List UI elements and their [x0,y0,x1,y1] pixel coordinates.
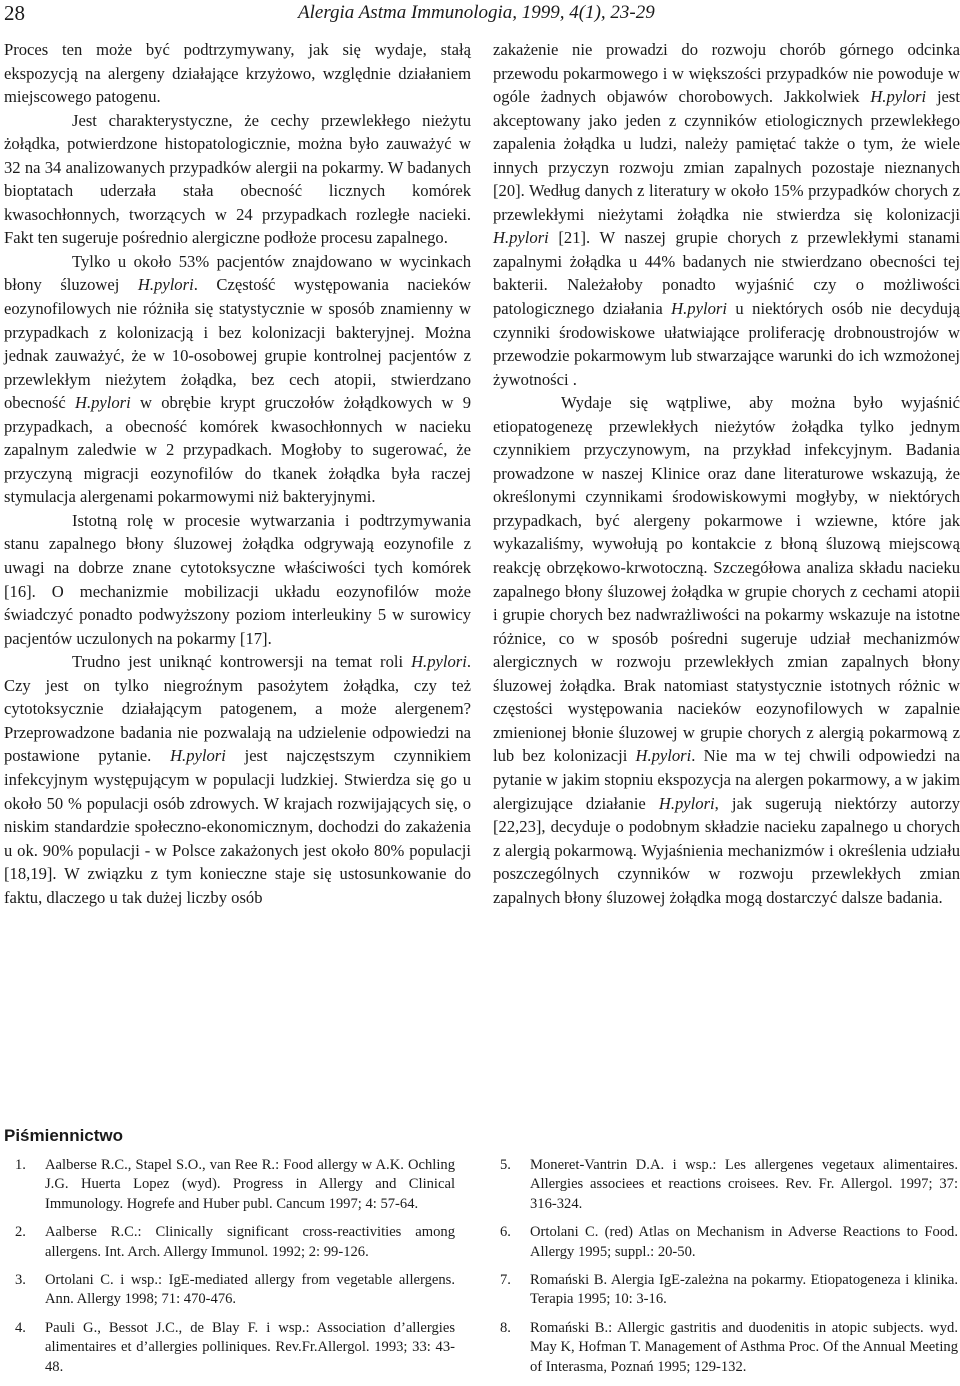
reference-item [15,1223,455,1262]
page-number: 28 [4,1,25,25]
paragraph: Trudno jest uniknąć kontrowersji na temat roli H.pylori. Czy jest on tylko niegroźnym pasożytem żołądka, czy też cytotoksycznie działającym patogenem, a może alergenem? Przeprowadzone badania nie pozwalają na udzielenie odpowiedzi na postawione pytanie. H.pylori jest najczęstszym czynnikiem infekcyjnym występującym w populacji ludzkiej. Stwierdza się go u około 50 % populacji osób zdrowych. W krajach rozwijających się, o niskim standardzie społeczno-ekonomicznym, dochodzi do zakażenia u ok. 90% populacji - w Polsce zakażonych jest około 80% populacji [18,19]. W związku z tym konieczne staje się ustosunkowanie do faktu, dlaczego u tak dużej liczby osób [4,652,471,907]
reference-number: 8. [500,1319,511,1336]
references-right [500,1156,958,1386]
reference-item [15,1319,455,1377]
paragraph: Istotną rolę w procesie wytwarzania i podtrzymywania stanu zapalnego błony śluzowej żołądka odgrywają eozynofile z uwagi na dobrze znane cytotoksyczne właściwości tych komórek [16]. O mechanizmie mobilizacji układu eozynofilów może świadczyć ponadto podwyższony poziom interleukiny 5 w surowicy pacjentów uczulonych na pokarmy [17]. [4,510,471,648]
reference-item [500,1271,958,1310]
reference-number: 4. [15,1319,26,1336]
reference-text: Aalberse R.C.: Clinically significant cross-reactivities among allergens. Int. Arch. Allergy Immunol. 1992; 2: 99-126. [45,1224,455,1260]
paragraph: Jest charakterystyczne, że cechy przewlekłego nieżytu żołądka, potwierdzone histopatologicznie, można było zauważyć w 32 na 34 analizowanych przypadków alergii na pokarmy. W badanych bioptatach uderzała stała obecność licznych komórek kwasochłonnych, tworzących w 24 przypadkach rozległe nacieki. Fakt ten sugeruje pośrednio alergiczne podłoże procesu zapalnego. [4,110,471,248]
paragraph: zakażenie nie prowadzi do rozwoju chorób górnego odcinka przewodu pokarmowego i w większości przypadków nie powoduje w ogóle żadnych objawów chorobowych. Jakkolwiek H.pylori jest akceptowany jako jeden z czynników etiologicznych przewlekłego zapalenia żołądka u ludzi, należy pamiętać także o tym, że wiele innych przyczyn rozwoju zmian zapalnych pozostaje nieznanych [20]. Według danych z literatury w około 15% przypadków chorych z przewlekłymi nieżytami żołądka nie stwierdza się kolonizacji H.pylori [21]. W naszej grupie chorych z przewlekłymi stanami zapalnymi żołądka u 44% badanych nie stwierdzano obecności tej bakterii. Należałoby ponadto wyjaśnić czy o możliwości patologicznego działania H.pylori u niektórych osób nie decydują czynniki środowiskowe ułatwiające proliferację drobnoustrojów w przewodzie pokarmowym lub stwarzające warunki do ich wzmożonej żywotności . [493,40,960,389]
running-head: Alergia Astma Immunologia, 1999, 4(1), 23-29 [298,2,655,23]
reference-text: Aalberse R.C., Stapel S.O., van Ree R.: Food allergy w A.K. Ochling J.G. Huerta Lopez (wyd). Progress in Allergy and Clinical Immunology. Hogrefe and Huber publ. Cancum 1997; 4: 57-64. [45,1157,455,1212]
reference-number: 5. [500,1157,511,1173]
reference-text: Ortolani C. (red) Atlas on Mechanism in Adverse Reactions to Food. Allergy 1995; suppl.: 20-50. [530,1224,958,1260]
reference-number: 2. [15,1224,26,1241]
reference-item [15,1271,455,1310]
reference-item [500,1156,958,1214]
reference-number: 1. [15,1157,26,1173]
page-header [0,0,960,34]
references-title: Piśmiennictwo [4,1126,124,1145]
reference-number: 6. [500,1224,511,1241]
paragraph: Tylko u około 53% pacjentów znajdowano w wycinkach błony śluzowej H.pylori. Częstość występowania nacieków eozynofilowych nie różniła się statystycznie w sposób znamienny w przypadkach z kolonizacją i bez kolonizacji bakteryjnej. Można jednak zauważyć, że w 10-osobowej grupie kontrolnej pacjentów z przewlekłym nieżytem żołądka, bez cech atopii, stwierdzano obecność H.pylori w obrębie krypt gruczołów żołądkowych w 9 przypadkach, a obecność komórek kwasochłonnych w nacieku zapalnym zaledwie w 2 przypadkach. Mogłoby to sugerować, że przyczyną migracji eozynofilów do tkanek żołądka była raczej stymulacja alergenami pokarmowymi niż bakteryjnymi. [4,251,471,507]
reference-text: Pauli G., Bessot J.C., de Blay F. i wsp.: Association d’allergies alimentaires et d’allergies polliniques. Rev.Fr.Allergol. 1993; 33: 43-48. [45,1319,455,1375]
left-column [4,38,471,909]
reference-text: Romański B.: Allergic gastritis and duodenitis in atopic subjects. wyd. May K, Hofman T. Management of Asthma Proc. Of the Annual Meeting of Interasma, Poznań 1995; 129-132. [530,1319,958,1375]
reference-item [500,1319,958,1377]
reference-text: Moneret-Vantrin D.A. i wsp.: Les allergenes vegetaux alimentaires. Allergies associees et reactions croisees. Rev. Fr. Allergol. 1997; 37: 316-324. [530,1157,958,1212]
reference-item [15,1156,455,1214]
paragraph: Proces ten może być podtrzymywany, jak się wydaje, stałą ekspozycją na alergeny działające krzyżowo, względnie działaniem miejscowego patogenu. [4,40,471,107]
reference-item [500,1223,958,1262]
reference-text: Ortolani C. i wsp.: IgE-mediated allergy from vegetable allergens. Ann. Allergy 1998; 71: 470-476. [45,1272,455,1308]
reference-number: 7. [500,1272,511,1289]
reference-number: 3. [15,1272,26,1289]
references-left [15,1156,455,1386]
right-column [493,38,960,909]
reference-text: Romański B. Alergia IgE-zależna na pokarmy. Etiopatogeneza i klinika. Terapia 1995; 10: 3-16. [530,1272,958,1308]
paragraph: Wydaje się wątpliwe, aby można było wyjaśnić etiopatogenezę przewlekłych nieżytów żołądka tylko jednym czynnikiem przyczynowym, na przykład infekcyjnym. Badania prowadzone w naszej Klinice oraz dane literaturowe wskazują, że określonymi czynnikami środowiskowymi mogłyby, w niektórych przypadkach, być alergeny pokarmowe i wziewne, które jak wykazaliśmy, wywołują po kontakcie z błoną śluzową miejscową reakcję obrzękowo-krwotoczną. Szczegółowa analiza składu nacieku zapalnego błony śluzowej żołądka w grupie chorych z cechami atopii i grupie chorych bez nadwrażliwości na pokarmy wskazuje na istotne różnice, co w sposób pośredni sugeruje udział mechanizmów alergicznych w rozwoju przewlekłych zmian zapalnych błony śluzowej żołądka. Brak natomiast statystycznie istotnych różnic w częstości występowania nacieków eozynofilowych w zapalnie zmienionej błonie śluzowej w grupie chorych z alergią pokarmową z lub bez kolonizacji H.pylori. Nie ma w tej chwili odpowiedzi na pytanie w jakim stopniu ekspozycja na alergen pokarmowy, a w jakim alergizujące działanie H.pylori, jak sugerują niektórzy autorzy [22,23], decyduje o podobnym składzie nacieku zapalnego u chorych z alergią pokarmową. Wyjaśnienia mechanizmów i określenia udziału poszczególnych czynników w rozwoju przewlekłych zmian zapalnych błony śluzowej żołądka mogą dostarczyć dalsze badania. [493,393,960,907]
